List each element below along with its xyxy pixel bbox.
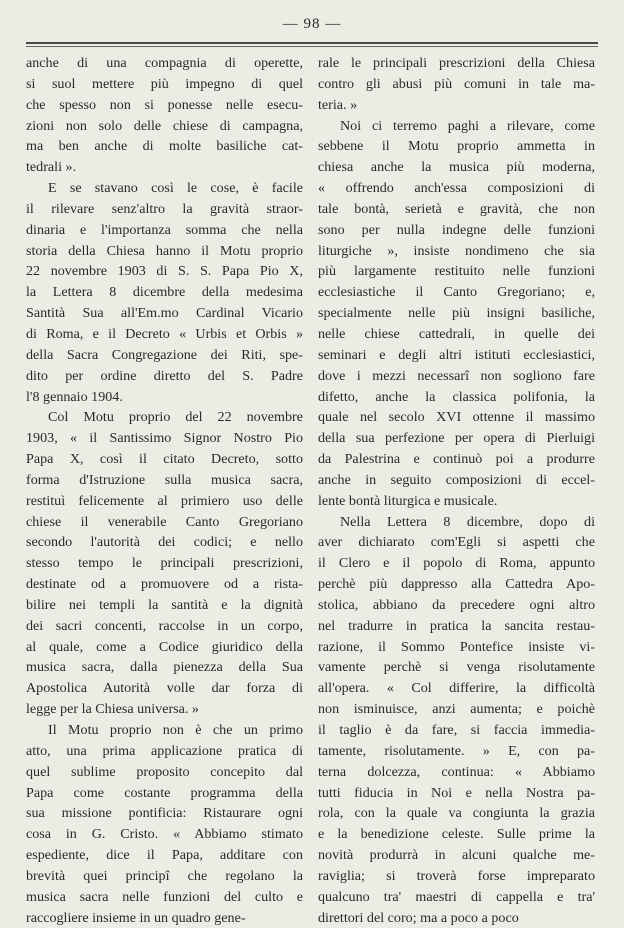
text-line: e la benedizione celeste. Sulle prime la — [318, 826, 595, 843]
text-line: destinate od a promuovere od a rista- — [26, 576, 303, 593]
text-line: Santità Sua all'Em.mo Cardinal Vicario — [26, 305, 303, 322]
text-line: vamente perchè si venga risolutamente — [318, 659, 595, 676]
text-line: raviglia; si troverà forse impreparato — [318, 867, 595, 884]
text-line: zioni non solo delle chiese di campagna, — [26, 117, 303, 134]
text-line: terna dolcezza, continua: « Abbiamo — [318, 763, 595, 780]
text-line: della Sacra Congregazione dei Riti, spe- — [26, 346, 303, 363]
text-line: espediente, dice il Papa, additare con — [26, 847, 303, 864]
text-line: da Palestrina e continuò poi a produrre — [318, 451, 595, 468]
text-line: sua missione pontificia: Ristaurare ogni — [26, 805, 303, 822]
paragraph — [26, 407, 303, 720]
text-line: stolica, abbiano da precedere ogni altro — [318, 596, 595, 613]
text-line: secondo l'autorità dei codici; e nello — [26, 534, 303, 551]
text-line: il taglio è da fare, si faccia immedia- — [318, 722, 595, 738]
paragraph — [318, 53, 595, 116]
text-line: l'8 gennaio 1904. — [26, 388, 123, 405]
text-line: rola, con la quale va congiunta la grazia — [318, 805, 595, 822]
text-line: di Roma, e il Decreto « Urbis et Orbis » — [26, 325, 303, 342]
text-line: che spesso non si ponesse nelle esecu- — [26, 96, 303, 113]
text-line: difetto, anche la classica polifonia, la — [318, 388, 595, 405]
text-line: lente bontà liturgica e musicale. — [318, 492, 498, 509]
text-line: quale nel secolo XVI ottenne il massimo — [318, 409, 595, 426]
text-line: Nella Lettera 8 dicembre, dopo di — [340, 513, 595, 530]
paragraph — [318, 116, 595, 512]
text-line: Papa X, così il citato Decreto, sotto — [26, 451, 303, 468]
text-line: legge per la Chiesa universa. » — [26, 701, 199, 718]
text-line: restituì felicemente al primiero uso delle — [26, 492, 303, 509]
text-line: cosa in G. Cristo. « Abbiamo stimato — [26, 826, 303, 843]
paragraph — [26, 178, 303, 407]
text-line: il rilevare senz'altro la gravità straor- — [26, 200, 303, 217]
text-line: qualcuno tra' maestri di cappella e tra' — [318, 888, 595, 905]
text-line: liturgiche », insiste nondimeno che sia — [318, 242, 595, 259]
text-line: tamente, risolutamente. » E, con pa- — [318, 742, 595, 759]
text-line: anche di una compagnia di operette, — [26, 55, 303, 71]
text-line: sono per nulla indegne delle funzioni — [318, 221, 595, 238]
text-line: aver dichiarato com'Egli si aspetti che — [318, 534, 595, 551]
text-line: brevità quei principî che regolano la — [26, 867, 303, 884]
text-line: Il Motu proprio non è che un primo — [48, 722, 303, 738]
text-line: stesso tempo le principali prescrizioni, — [26, 555, 303, 572]
text-line: direttori del coro; ma a poco a poco — [318, 909, 519, 926]
text-line: all'opera. « Col differire, la difficoltà — [318, 680, 595, 697]
text-line: 1903, « il Santissimo Signor Nostro Pio — [26, 430, 303, 447]
text-line: 22 novembre 1903 di S. S. Papa Pio X, — [26, 263, 303, 280]
right-column — [318, 53, 595, 928]
text-line: « offrendo anch'essa composizioni di — [318, 180, 595, 197]
text-line: al quale, come a Codice giuridico della — [26, 638, 303, 655]
text-line: perchè più dappresso alla Cattedra Apo- — [318, 576, 595, 593]
text-line: razione, il Sommo Pontefice insiste vi- — [318, 638, 595, 655]
text-line: ma ben anche di molte basiliche cat- — [26, 138, 303, 155]
text-line: si suol mettere più impegno di quel — [26, 75, 303, 92]
text-line: dove i mezzi necessarî non sogliono fare — [318, 367, 595, 384]
text-line: raccogliere insieme in un quadro gene- — [26, 909, 246, 926]
text-line: musica sacra nelle funzioni del culto e — [26, 888, 303, 905]
text-line: nelle chiese cattedrali, in quelle dei — [318, 325, 595, 342]
text-line: più largamente restituito nelle funzioni — [318, 263, 595, 280]
page-number: — 98 — — [282, 16, 342, 32]
text-line: novità produrrà in alcuni qualche me- — [318, 847, 595, 864]
text-line: chiese il venerabile Canto Gregoriano — [26, 513, 303, 530]
text-line: non isminuisce, anzi aumenta; e poichè — [318, 701, 595, 718]
text-line: tutti fiducia in Noi e nella Nostra pa- — [318, 784, 595, 801]
text-line: sebbene il Motu proprio ammetta in — [318, 138, 595, 155]
text-line: Papa come costante programma della — [26, 784, 303, 801]
text-line: tale bontà, serietà e gravità, che non — [318, 200, 595, 217]
text-line: la Lettera 8 dicembre della medesima — [26, 284, 303, 301]
text-line: dito per ordine diretto del S. Padre — [26, 367, 303, 384]
text-line: specialmente nelle più insigni basiliche, — [318, 305, 595, 322]
text-line: anche in seguito composizioni di eccel- — [318, 471, 595, 488]
text-line: Apostolica Autorità volle dar forza di — [26, 680, 303, 697]
text-line: dinaria e l'importanza somma che nella — [26, 221, 303, 238]
paragraph — [26, 720, 303, 928]
text-line: musica sacra, dalla pienezza della Sua — [26, 659, 303, 676]
text-line: E se stavano così le cose, è facile — [48, 180, 303, 197]
text-line: della sua perfezione per opera di Pierluigi — [318, 430, 595, 447]
text-line: atto, una prima applicazione pratica di — [26, 742, 303, 759]
text-line: ecclesiastiche il Canto Gregoriano; e, — [318, 284, 595, 301]
text-line: teria. » — [318, 96, 358, 113]
header-rule — [26, 42, 598, 44]
left-column — [26, 53, 303, 928]
text-line: rale le principali prescrizioni della Chiesa — [318, 55, 595, 71]
text-line: bilire nei templi la santità e la dignità — [26, 596, 303, 613]
text-line: dei sacri concenti, raccolse in un corpo, — [26, 617, 303, 634]
text-line: quel sublime proposito concepito dal — [26, 763, 303, 780]
text-line: forma d'Istruzione sulla musica sacra, — [26, 471, 303, 488]
text-line: storia della Chiesa hanno il Motu proprio — [26, 242, 303, 259]
text-line: nel tradurre in pratica la sancita restau- — [318, 617, 595, 634]
text-line: chiesa anche la musica più moderna, — [318, 159, 595, 176]
text-line: il Clero e il popolo di Roma, appunto — [318, 555, 595, 572]
text-line: seminari e degli altri istituti ecclesiastici, — [318, 346, 595, 363]
text-line: contro gli abusi più comuni in tale ma- — [318, 75, 595, 92]
paragraph — [318, 512, 595, 928]
text-line: Noi ci terremo paghi a rilevare, come — [340, 117, 595, 134]
text-line: Col Motu proprio del 22 novembre — [48, 409, 303, 426]
paragraph — [26, 53, 303, 178]
text-line: tedrali ». — [26, 159, 77, 176]
